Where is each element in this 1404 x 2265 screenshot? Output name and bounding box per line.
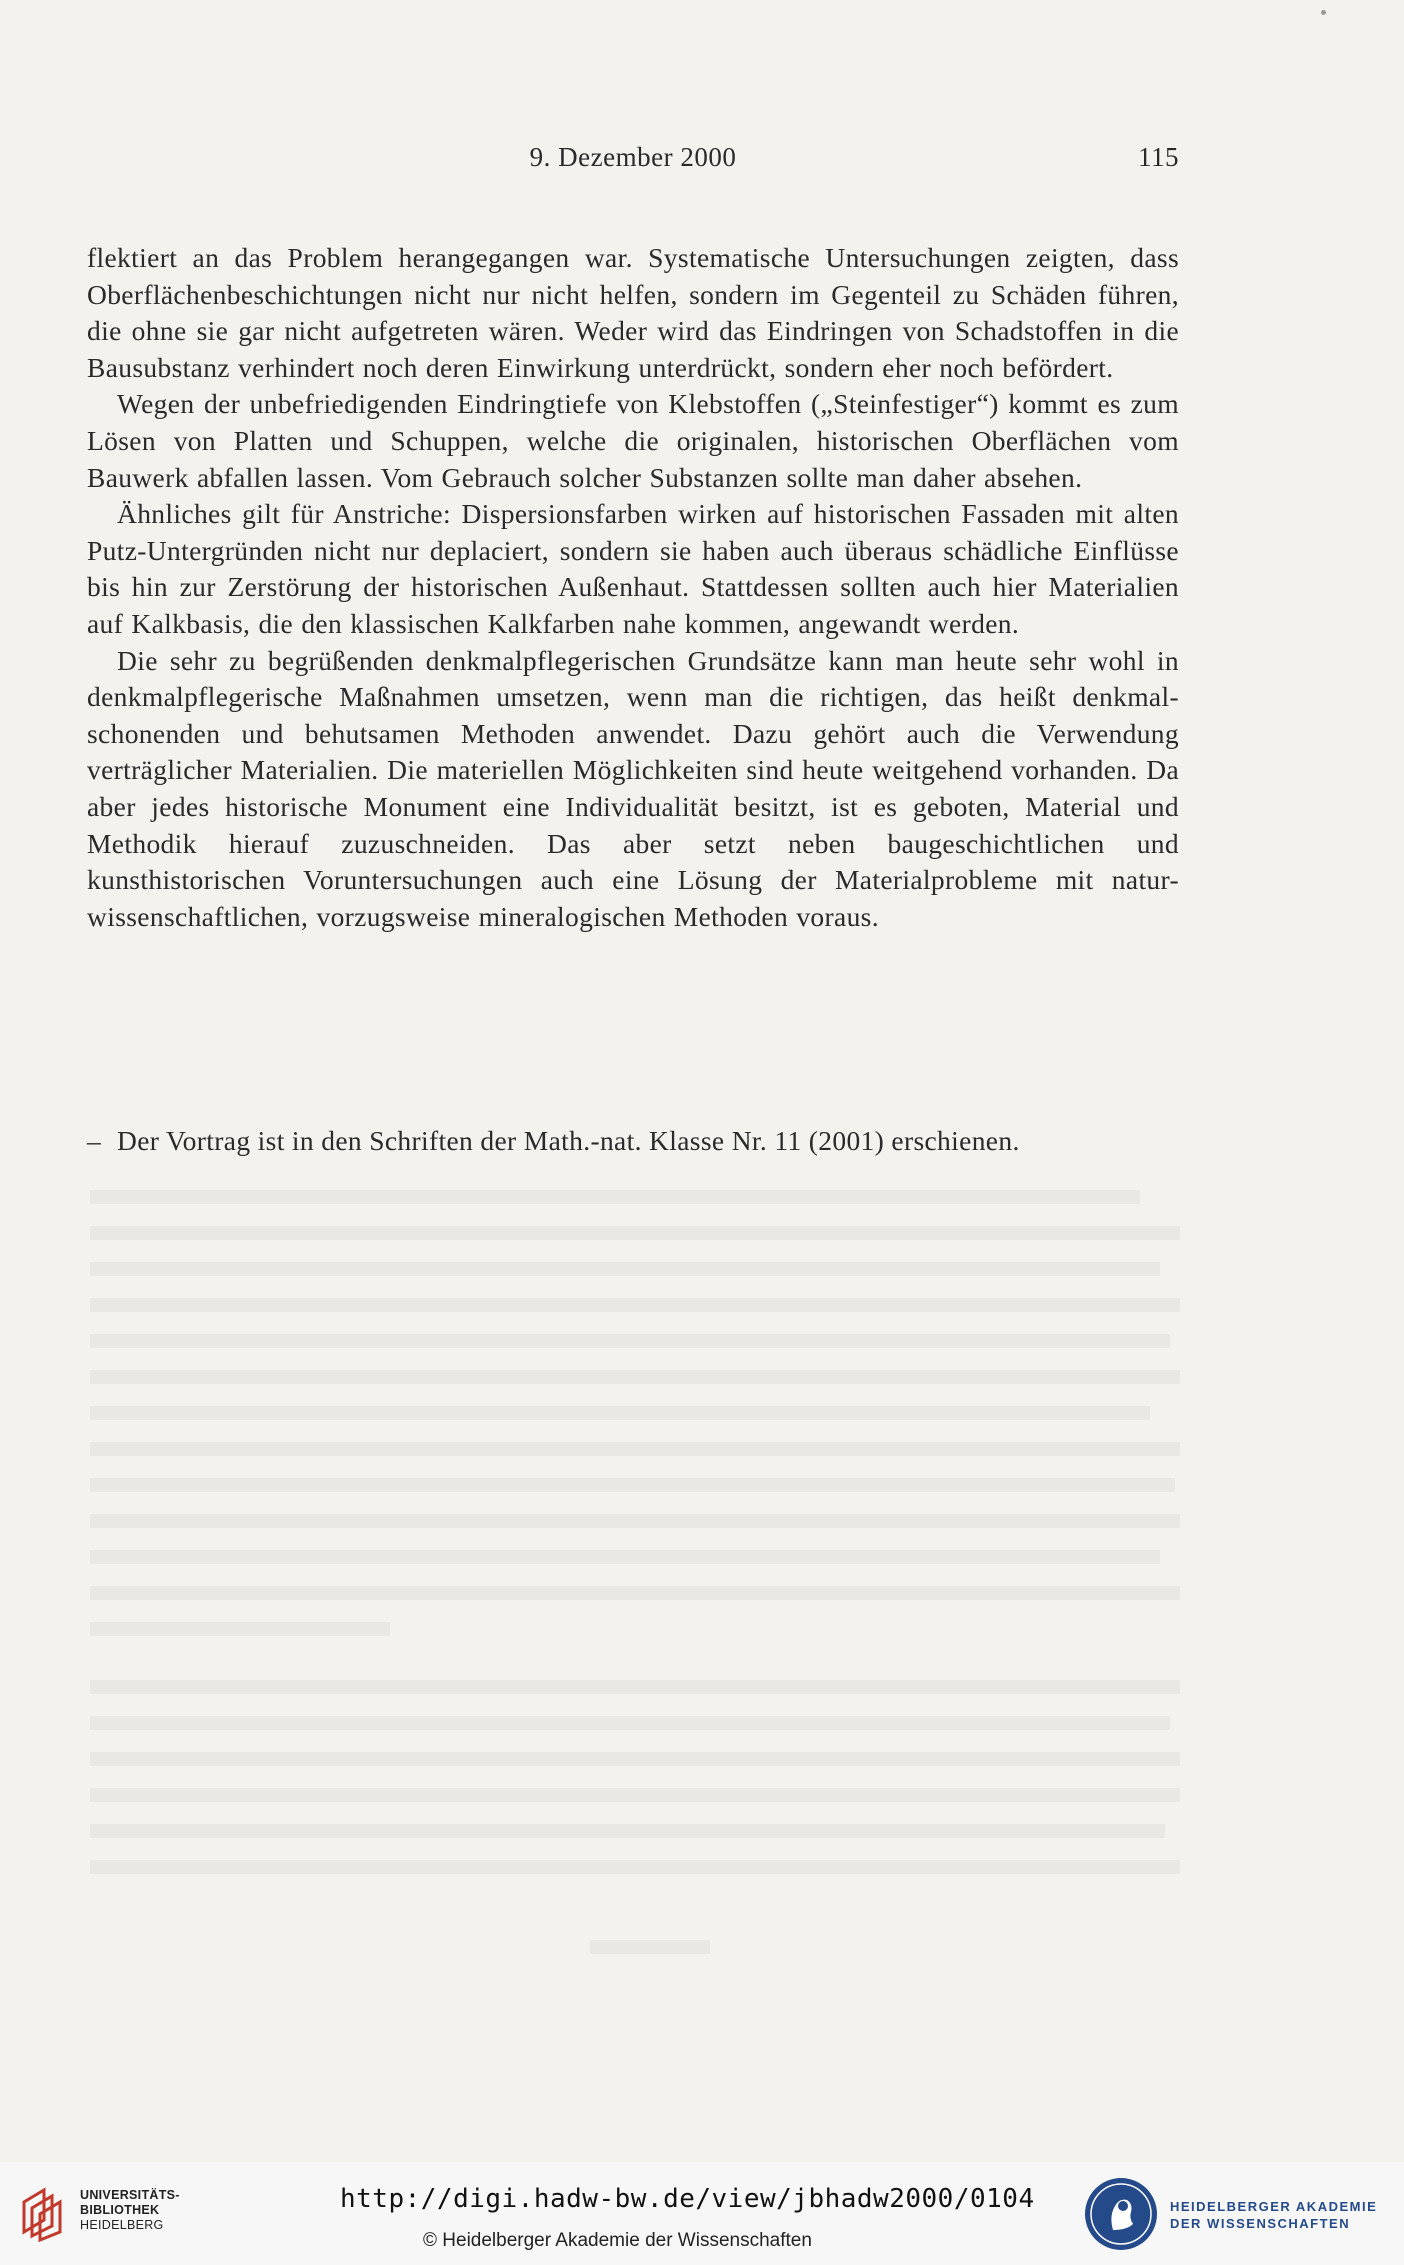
academy-line-1: HEIDELBERGER AKADEMIE (1170, 2199, 1378, 2214)
paragraph-2: Wegen der unbefriedigenden Eindringtiefe von Klebstoffen („Steinfestiger“) kommt es zum Lösen von Platten und Schuppen, welche die originalen, historischen Oberflächen vom Bauwerk abfallen lassen. Vom Gebrauch solcher Substanzen sollte man daher absehen. (87, 388, 1179, 493)
library-line-1: UNIVERSITÄTS- (80, 2188, 180, 2202)
page-edge-mark (1321, 10, 1326, 15)
footnote (87, 1123, 1179, 1159)
academy-name (1170, 2198, 1377, 2232)
paragraph-3: Ähnliches gilt für Anstriche: Dispersionsfarben wirken auf historischen Fassaden mit alten Putz-Untergründen nicht nur deplaciert, sondern sie haben auch überaus schädliche Einflüsse bis hin zur Zerstörung der historischen Außenhaut. Stattdessen sollten auch hier Materialien auf Kalkbasis, die den klassischen Kalkfarben nahe kommen, angewandt werden. (87, 498, 1179, 639)
copyright-notice: © Heidelberger Akademie der Wissenschaften (423, 2230, 812, 2251)
paragraph-1: flektiert an das Problem herangegangen war. Systematische Untersuchungen zeigten, dass Oberflächenbeschichtungen nicht nur nicht helfen, sondern im Gegenteil zu Schäden führen, die ohne sie gar nicht aufgetreten wären. Weder wird das Eindringen von Schadstoffen in die Bausubstanz verhindert noch deren Einwirkung unterdrückt, sondern eher noch befördert. (87, 242, 1179, 383)
permalink-url[interactable]: http://digi.hadw-bw.de/view/jbhadw2000/0104 (340, 2184, 1035, 2214)
library-line-3: HEIDELBERG (80, 2218, 164, 2232)
footnote-dash: – (87, 1125, 102, 1156)
show-through-lines (90, 1180, 1180, 2010)
body-text (87, 240, 1179, 935)
footer-bar (0, 2162, 1404, 2265)
paragraph-4: Die sehr zu begrüßenden denkmalpflegerischen Grundsätze kann man heute sehr wohl in denkmalpflegerische Maßnahmen umsetzen, wenn man die richtigen, das heißt denkmal-schonenden und behutsamen Methoden anwendet. Dazu gehört auch die Verwendung verträglicher Materialien. Die materiellen Möglichkeiten sind heute weitgehend vorhanden. Da aber jedes historische Monument eine Individualität besitzt, ist es geboten, Material und Methodik hierauf zuzuschneiden. Das aber setzt neben baugeschichtlichen und kunsthistorischen Voruntersuchungen auch eine Lösung der Materialprobleme mit natur-wissenschaftlichen, vorzugsweise mineralogischen Methoden voraus. (87, 644, 1179, 932)
academy-seal-icon (1083, 2176, 1159, 2252)
academy-line-2: DER WISSENSCHAFTEN (1170, 2216, 1351, 2231)
university-library-name (80, 2188, 180, 2233)
running-header (87, 142, 1179, 182)
page-number: 115 (1138, 142, 1179, 172)
header-date: 9. Dezember 2000 (529, 142, 737, 172)
show-through-texture (90, 1180, 1180, 2010)
university-library-logo-icon (14, 2182, 74, 2242)
library-line-2: BIBLIOTHEK (80, 2203, 160, 2217)
footnote-text: Der Vortrag ist in den Schriften der Math.-nat. Klasse Nr. 11 (2001) erschienen. (117, 1125, 1020, 1156)
